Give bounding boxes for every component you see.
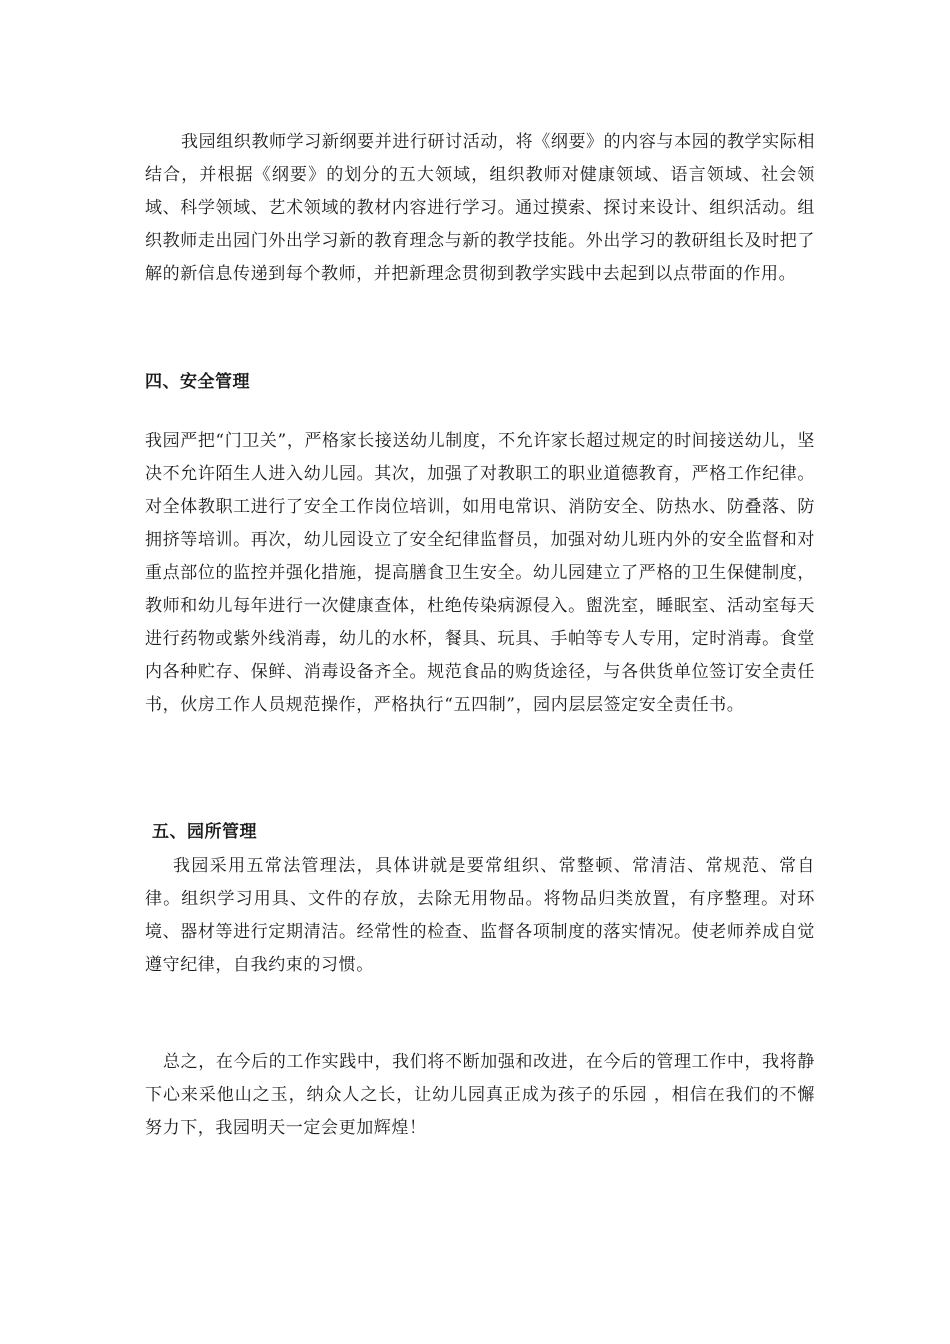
paragraph-safety-management: 我园严把“门卫关”，严格家长接送幼儿制度，不允许家长超过规定的时间接送幼儿，坚决不允许陌生人进入幼儿园。其次，加强了对教职工的职业道德教育，严格工作纪律。对全体教职工进行了安全工作岗位培训，如用电常识、消防安全、防热水、防叠落、防拥挤等培训。再次，幼儿园设立了安全纪律监督员，加强对幼儿班内外的安全监督和对重点部位的监控并强化措施，提高膳食卫生安全。幼儿园建立了严格的卫生保健制度，教师和幼儿每年进行一次健康查体，杜绝传染病源侵入。盥洗室，睡眠室、活动室每天进行药物或紫外线消毒，幼儿的水杯，餐具、玩具、手帕等专人专用，定时消毒。食堂内各种贮存、保鲜、消毒设备齐全。规范食品的购货途径，与各供货单位签订安全责任书，伙房工作人员规范操作，严格执行“五四制”，园内层层签定安全责任书。	[145, 431, 815, 715]
paragraph-kindergarten-management: 我园采用五常法管理法，具体讲就是要常组织、常整顿、常清洁、常规范、常自律。组织学习用具、文件的存放，去除无用物品。将物品归类放置，有序整理。对环境、器材等进行定期清洁。经常性的检查、监督各项制度的落实情况。使老师养成自觉遵守纪律，自我约束的习惯。	[145, 856, 815, 975]
paragraph-conclusion: 总之，在今后的工作实践中，我们将不断加强和改进，在今后的管理工作中，我将静下心来采他山之玉，纳众人之长，让幼儿园真正成为孩子的乐园 ，相信在我们的不懈努力下，我园明天一定会更加辉煌！	[145, 1052, 815, 1138]
paragraph-teaching-research: 我园组织教师学习新纲要并进行研讨活动，将《纲要》的内容与本园的教学实际相结合，并根据《纲要》的划分的五大领域，组织教师对健康领域、语言领域、社会领域、科学领域、艺术领域的教材内容进行学习。通过摸索、探讨来设计、组织活动。组织教师走出园门外出学习新的教育理念与新的教学技能。外出学习的教研组长及时把了解的新信息传递到每个教师，并把新理念贯彻到教学实践中去起到以点带面的作用。	[145, 132, 815, 284]
heading-safety-management: 四、安全管理	[145, 372, 250, 392]
heading-kindergarten-management: 五、园所管理	[152, 822, 257, 842]
